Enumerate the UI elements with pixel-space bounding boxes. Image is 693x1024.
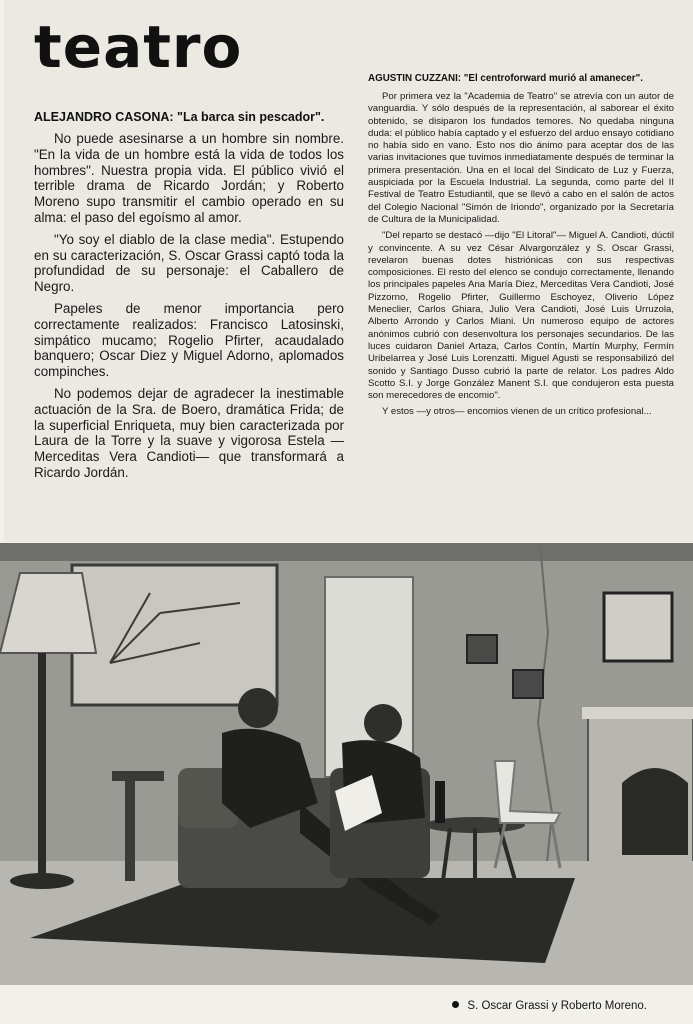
lamp-base	[10, 873, 74, 889]
article-paragraph: "Del reparto se destacó —dijo "El Litoral"— Miguel A. Candioti, dúctil y convincente. A su vez César Alvargonzález y S. Oscar Grassi, revelaron buenas dotes histriónicas con sus respectivas composiciones. El resto del elenco se condujo correctamente, llenando los principales papeles Ana María Diez, Merceditas Vera Candioti, José Pizzorno, Rogelio Pfirter, Guillermo Eschoyez, Oliverio López Meneclier, Carlos Ghiara, Julio Vera Candioti, José Luis Urruzola, Alberto Arrondo y Carlos Miani. Un numeroso equipo de actores anónimos cubrió con desenvoltura los personajes secundarios. De las luces cuidaron Daniel Artaza, Carlos Contín, Martín Murphy, Fermín Uribelarrea y José Luis Lorenzatti. Miguel Agusti se responsabilizó del sonido y Santiago Dusso cubrió la parte de relator. Los padres Aldo Scotto S.I. y Jorge González Manent S.I. que condujeron esta puesta son merecedores de encomio".	[368, 230, 674, 402]
article-paragraph: Por primera vez la "Academia de Teatro" se atrevía con un autor de vanguardia. Y sólo después de la representación, al saborear el éxito obtenido, se disiparon los fundados temores. No quedaba ninguna duda: el público había captado y el esfuerzo del arduo ensayo cotidiano no había sido en vano. Esto nos dio ánimo para aceptar dos de las varias invitaciones que tuvimos inmediatamente después de terminar la primera presentación. Una en el local del Sindicato de Luz y Fuerza, auspiciada por la Escuela Industrial. La segunda, como parte del II Festival de Teatro Estudiantil, que se llevó a cabo en el salón de actos del Colegio Nacional "Simón de Iriondo", organizado por la Secretaría de Cultura de la Municipalidad.	[368, 91, 674, 225]
photo-caption	[452, 1000, 647, 1012]
masthead-title: teatro	[34, 13, 243, 81]
article-paragraph: No podemos dejar de agradecer la inestimable actuación de la Sra. de Boero, dramática Frida; de la superficial Enriqueta, muy bien caracterizada por Laura de la Torre y la suave y vigorosa Estela —Merceditas Vera Candioti— que transformará a Ricardo Jordán.	[34, 385, 344, 480]
article-cuzzani	[368, 72, 674, 423]
lamp-stand	[38, 653, 46, 878]
mantel	[582, 707, 693, 719]
text-section	[4, 0, 693, 542]
fireplace-opening	[622, 768, 688, 855]
wall-top-shadow	[0, 543, 693, 561]
caption-text: S. Oscar Grassi y Roberto Moreno.	[467, 1000, 647, 1012]
article-paragraph: Y estos —y otros— encomios vienen de un crítico profesional...	[382, 406, 652, 418]
article-heading: ALEJANDRO CASONA: "La barca sin pescador".	[34, 110, 325, 124]
stage-photo	[0, 543, 693, 985]
article-paragraph: "Yo soy el diablo de la clase media". Estupendo en su caracterización, S. Oscar Grassi captó toda la profundidad de su personaje: el Caballero de Negro.	[34, 231, 344, 295]
article-heading: AGUSTIN CUZZANI: "El centroforward murió al amanecer".	[368, 73, 643, 84]
side-table-leg	[125, 781, 135, 881]
wall-frame-large	[604, 593, 672, 661]
article-paragraph: No puede asesinarse a un hombre sin nombre. "En la vida de un hombre está la vida de todos los hombres". Nuestra propia vida. El público vivió el terrible drama de Ricardo Jordán; y Roberto Moreno supo transmitir el cambio operado en su alma: el paso del egoísmo al amor.	[34, 131, 344, 225]
bullet-icon	[452, 1001, 459, 1008]
wall-map	[72, 565, 277, 705]
stage-scene-illustration	[0, 543, 693, 985]
wall-frame-small	[467, 635, 497, 663]
actor-head	[364, 704, 402, 742]
side-table-top	[112, 771, 164, 781]
wall-frame-small	[513, 670, 543, 698]
article-paragraph: Papeles de menor importancia pero correctamente realizados: Francisco Latosinski, simpático mucamo; Rogelio Pfirter, acaudalado banquero; Oscar Diez y Miguel Adorno, aplomados compinches.	[34, 300, 344, 380]
actor-head	[238, 688, 278, 728]
article-casona	[34, 110, 344, 487]
bottle	[435, 781, 445, 823]
